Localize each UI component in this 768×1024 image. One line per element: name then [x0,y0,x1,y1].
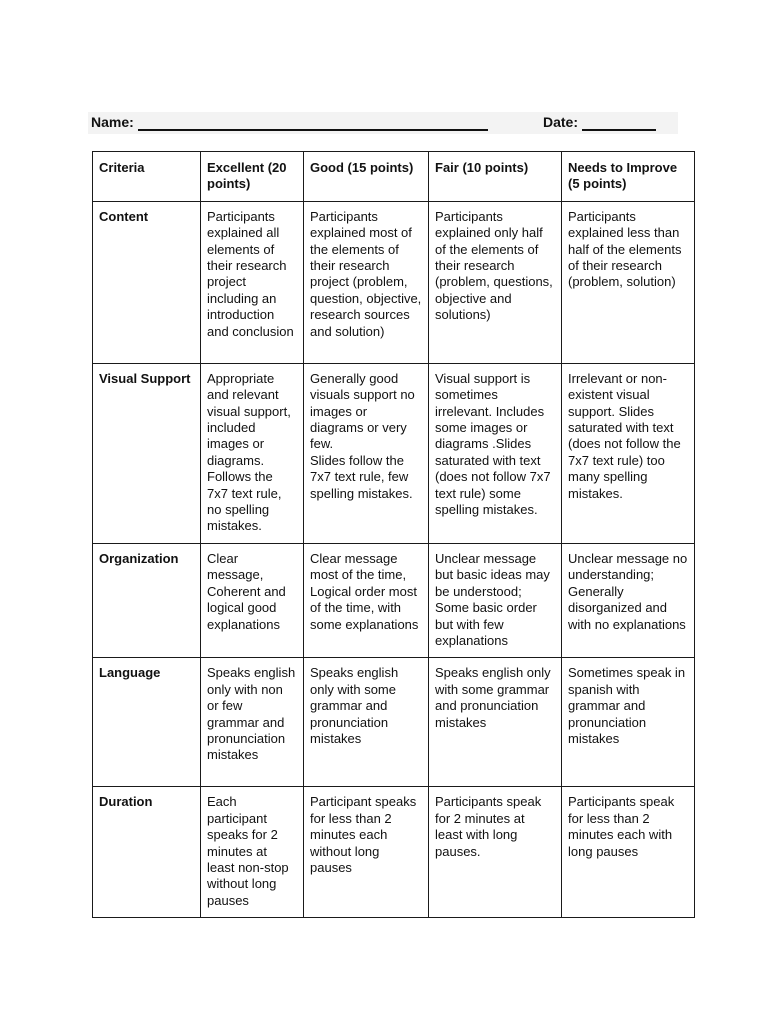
good-cell: Participant speaks for less than 2 minutes each without long pauses [304,787,429,918]
criterion-cell: Language [93,658,201,787]
column-header-fair: Fair (10 points) [429,152,562,202]
date-field [543,113,656,131]
needs-improve-cell: Sometimes speak in spanish with grammar and pronunciation mistakes [562,658,695,787]
criterion-cell: Duration [93,787,201,918]
rubric-table [92,151,695,918]
criterion-cell: Organization [93,543,201,657]
fair-cell: Visual support is sometimes irrelevant. Includes some images or diagrams .Slides saturated with text (does not follow 7x7 text rule) some spelling mistakes. [429,363,562,543]
column-header-excellent: Excellent (20 points) [201,152,304,202]
needs-improve-cell: Participants speak for less than 2 minutes each with long pauses [562,787,695,918]
excellent-cell: Each participant speaks for 2 minutes at least non-stop without long pauses [201,787,304,918]
needs-improve-cell: Participants explained less than half of the elements of their research (problem, solution) [562,201,695,363]
excellent-cell: Appropriate and relevant visual support, included images or diagrams. Follows the 7x7 text rule, no spelling mistakes. [201,363,304,543]
fair-cell: Participants explained only half of the elements of their research (problem, questions, objective and solutions) [429,201,562,363]
name-label: Name: [91,114,134,130]
name-blank-line [138,115,488,131]
fair-cell: Participants speak for 2 minutes at least with long pauses. [429,787,562,918]
excellent-cell: Clear message, Coherent and logical good explanations [201,543,304,657]
good-cell: Clear message most of the time, Logical order most of the time, with some explanations [304,543,429,657]
excellent-cell: Speaks english only with non or few grammar and pronunciation mistakes [201,658,304,787]
fair-cell: Unclear message but basic ideas may be understood; Some basic order but with few explanations [429,543,562,657]
date-label: Date: [543,114,579,130]
needs-improve-cell: Unclear message no understanding; Generally disorganized and with no explanations [562,543,695,657]
table-row-visual-support [93,363,695,543]
table-row-language [93,658,695,787]
table-row-duration [93,787,695,918]
criterion-cell: Content [93,201,201,363]
column-header-good: Good (15 points) [304,152,429,202]
excellent-cell: Participants explained all elements of their research project including an introduction and conclusion [201,201,304,363]
date-blank-line [582,115,656,131]
column-header-criteria: Criteria [93,152,201,202]
criterion-cell: Visual Support [93,363,201,543]
column-header-needs-improve: Needs to Improve (5 points) [562,152,695,202]
needs-improve-cell: Irrelevant or non-existent visual support. Slides saturated with text (does not follow the 7x7 text rule) too many spelling mistakes. [562,363,695,543]
table-row-content [93,201,695,363]
fair-cell: Speaks english only with some grammar and pronunciation mistakes [429,658,562,787]
table-row-organization [93,543,695,657]
good-cell: Speaks english only with some grammar and pronunciation mistakes [304,658,429,787]
table-header-row [93,152,695,202]
good-cell: Participants explained most of the elements of their research project (problem, question, objective, research sources and solution) [304,201,429,363]
good-cell: Generally good visuals support no images or diagrams or very few. Slides follow the 7x7 text rule, few spelling mistakes. [304,363,429,543]
name-field [91,113,488,131]
